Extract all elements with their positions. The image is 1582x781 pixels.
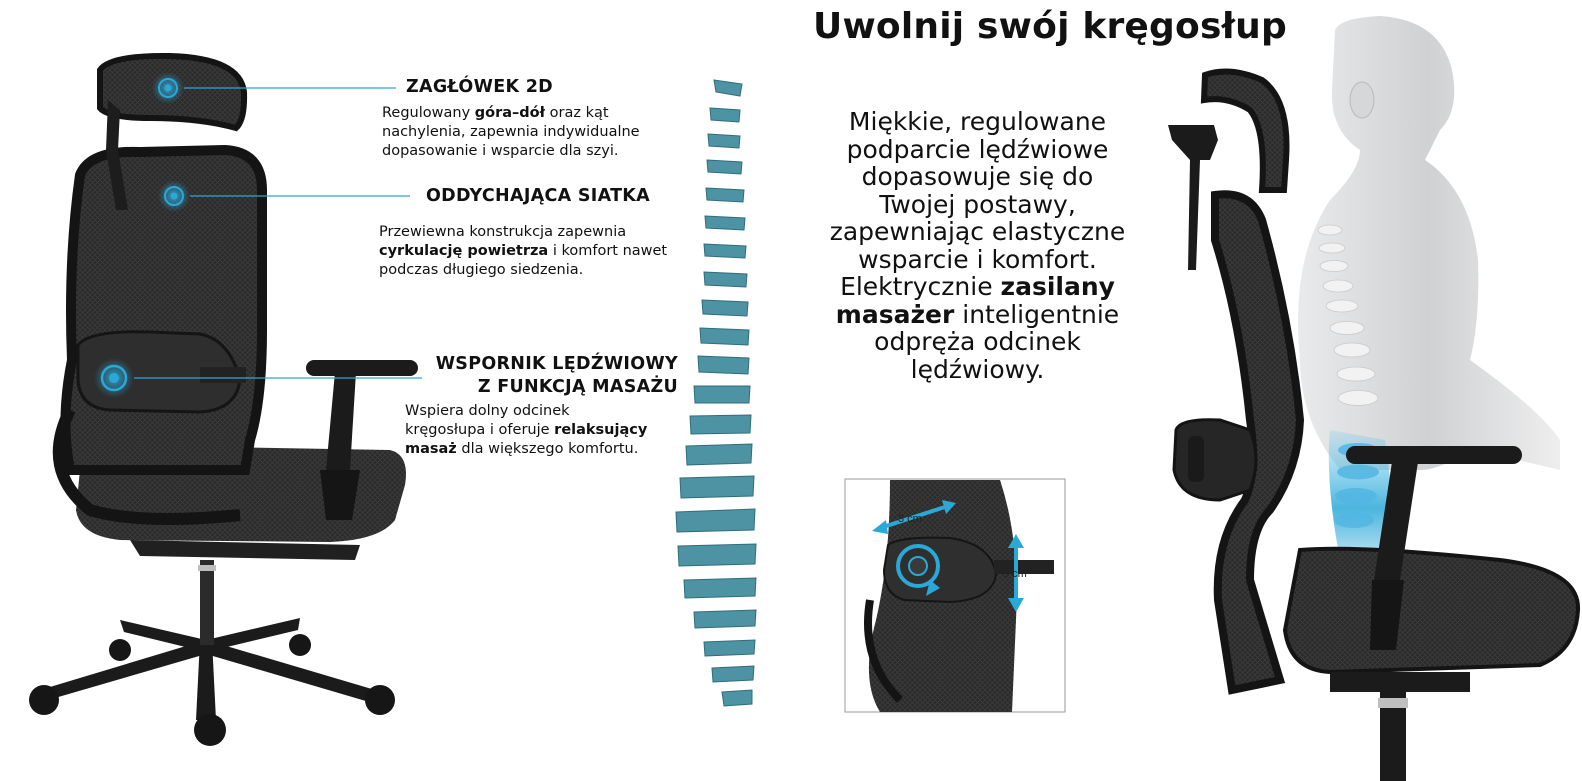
description-line: Przewiewna konstrukcja zapewnia bbox=[379, 224, 627, 240]
page-title: Uwolnij swój kręgosłup bbox=[813, 6, 1287, 47]
lumbar-adjust-inset bbox=[845, 479, 1065, 712]
intro-text: Elektrycznie bbox=[840, 272, 1001, 301]
spine-illustration bbox=[676, 80, 756, 706]
description-emphasis: relaksujący bbox=[554, 422, 648, 438]
intro-line: dopasowuje się do bbox=[861, 162, 1094, 191]
horizontal-adjust-label: 3 cm bbox=[898, 513, 922, 525]
human-body-illustration bbox=[1298, 16, 1560, 560]
intro-emphasis: zasilany bbox=[1000, 272, 1115, 301]
lumbar-feature-description bbox=[405, 402, 647, 459]
intro-line: odpręża odcinek bbox=[874, 327, 1081, 356]
mesh-feature-description bbox=[379, 223, 667, 280]
intro-line: wsparcie i komfort. bbox=[858, 244, 1097, 274]
title-line: WSPORNIK LĘDŹWIOWY bbox=[435, 354, 678, 374]
mesh-feature-title: ODDYCHAJĄCA SIATKA bbox=[426, 186, 651, 206]
intro-line bbox=[805, 301, 1150, 329]
headrest-feature-description bbox=[382, 104, 640, 161]
description-line bbox=[405, 440, 647, 459]
intro-paragraph bbox=[805, 108, 1150, 383]
description-line: Wspiera dolny odcinek bbox=[405, 403, 570, 419]
description-text: kręgosłupa i oferuje bbox=[405, 422, 555, 438]
description-text: i komfort nawet bbox=[548, 243, 668, 259]
lumbar-feature-title bbox=[410, 353, 678, 399]
description-line bbox=[382, 104, 640, 123]
vertical-adjust-label: 5 cm bbox=[1003, 568, 1027, 580]
description-text: oraz kąt bbox=[545, 105, 609, 121]
description-emphasis: masaż bbox=[405, 441, 457, 457]
intro-line: Miękkie, regulowane bbox=[848, 107, 1107, 136]
intro-line: zapewniając elastyczne bbox=[829, 217, 1126, 246]
intro-line: Twojej postawy, bbox=[879, 189, 1076, 219]
headrest-feature-title: ZAGŁÓWEK 2D bbox=[406, 77, 553, 97]
intro-line: lędźwiowy. bbox=[910, 354, 1045, 384]
description-line: dopasowanie i wsparcie dla szyi. bbox=[382, 143, 619, 159]
left-chair-illustration bbox=[29, 56, 418, 746]
intro-emphasis: masażer bbox=[835, 299, 955, 329]
chair-base bbox=[29, 560, 395, 746]
description-line: podczas długiego siedzenia. bbox=[379, 262, 584, 278]
intro-line bbox=[805, 273, 1150, 301]
description-emphasis: cyrkulację powietrza bbox=[379, 243, 549, 259]
description-line bbox=[405, 421, 647, 440]
title-line: Z FUNKCJĄ MASAŻU bbox=[477, 377, 678, 397]
description-text: dla większego komfortu. bbox=[456, 441, 639, 457]
description-emphasis: góra–dół bbox=[474, 105, 546, 121]
description-text: Regulowany bbox=[382, 105, 475, 121]
intro-text: inteligentnie bbox=[954, 299, 1120, 329]
description-line bbox=[379, 242, 667, 261]
description-line: nachylenia, zapewnia indywidualne bbox=[382, 124, 640, 140]
intro-line: podparcie lędźwiowe bbox=[846, 134, 1109, 164]
